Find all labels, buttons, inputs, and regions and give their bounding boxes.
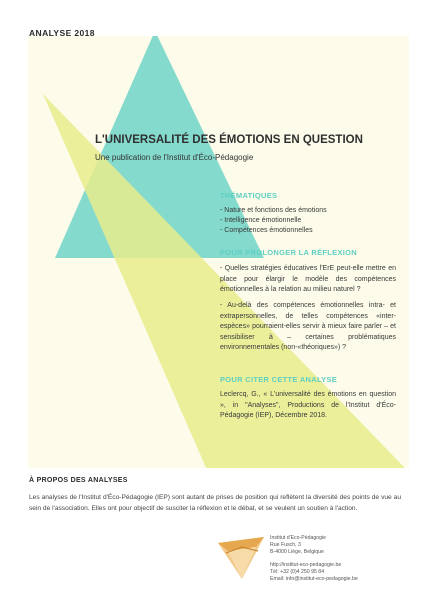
themes-list: [220, 206, 396, 236]
contact-line: Rue Fusch, 3: [270, 542, 301, 548]
contact-website-link[interactable]: http://institut-eco-pedagogie.be: [270, 562, 342, 568]
document-subtitle: Une publication de l'Institut d'Éco-Pédagogie: [95, 153, 254, 162]
reflexion-heading: POUR PROLONGER LA RÉFLEXION: [220, 248, 357, 257]
about-text: Les analyses de l'Institut d'Éco-Pédagogie (IEP) sont autant de prises de position qui reflètent la diversité des points de vue au sein de l'association. Elles ont pour objectif de susciter la réflexion et le débat, et se veulent un soutien à l'action.: [29, 494, 401, 512]
theme-item: - Compétences émotionnelles: [220, 227, 313, 234]
series-label: ANALYSE 2018: [29, 28, 95, 38]
iep-logo-icon: [216, 533, 266, 581]
citation-heading: POUR CITER CETTE ANALYSE: [220, 375, 338, 384]
reflexion-question-2: - Au-delà des compétences émotionnelles intra- et extrapersonnelles, de telles compétences «inter-espèces» pourraient-elles servir à mieux faire parler – et sensibiliser à – certaines problématiques environnementales (non-«théoriques») ?: [220, 302, 396, 352]
document-title: L'UNIVERSALITÉ DES ÉMOTIONS EN QUESTION: [95, 134, 363, 146]
themes-section: [220, 191, 396, 244]
about-heading: À PROPOS DES ANALYSES: [29, 477, 128, 484]
citation-text: Leclercq, G., « L'universalité des émotions en question », in "Analyses", Productions de l'Institut d'Éco-Pédagogie (IEP), Décembre 2018.: [220, 391, 396, 420]
contact-line: B-4000 Liège, Belgique: [270, 549, 324, 555]
reflexion-question-1: - Quelles stratégies éducatives l'ErE peut-elle mettre en place pour élargir le modèle des compétences émotionnelles à la relation au milieu naturel ?: [220, 265, 396, 294]
contact-phone: Tél: +32 (0)4 250 95 84: [270, 569, 325, 575]
themes-heading: THÉMATIQUES: [220, 191, 278, 200]
theme-item: - Nature et fonctions des émotions: [220, 207, 327, 214]
contact-email-link[interactable]: Email: info@institut-eco-pedagogie.be: [270, 576, 358, 582]
contact-block: [270, 535, 410, 583]
contact-line: Institut d'Eco-Pédagogie: [270, 535, 327, 541]
theme-item: - Intelligence émotionnelle: [220, 217, 302, 224]
